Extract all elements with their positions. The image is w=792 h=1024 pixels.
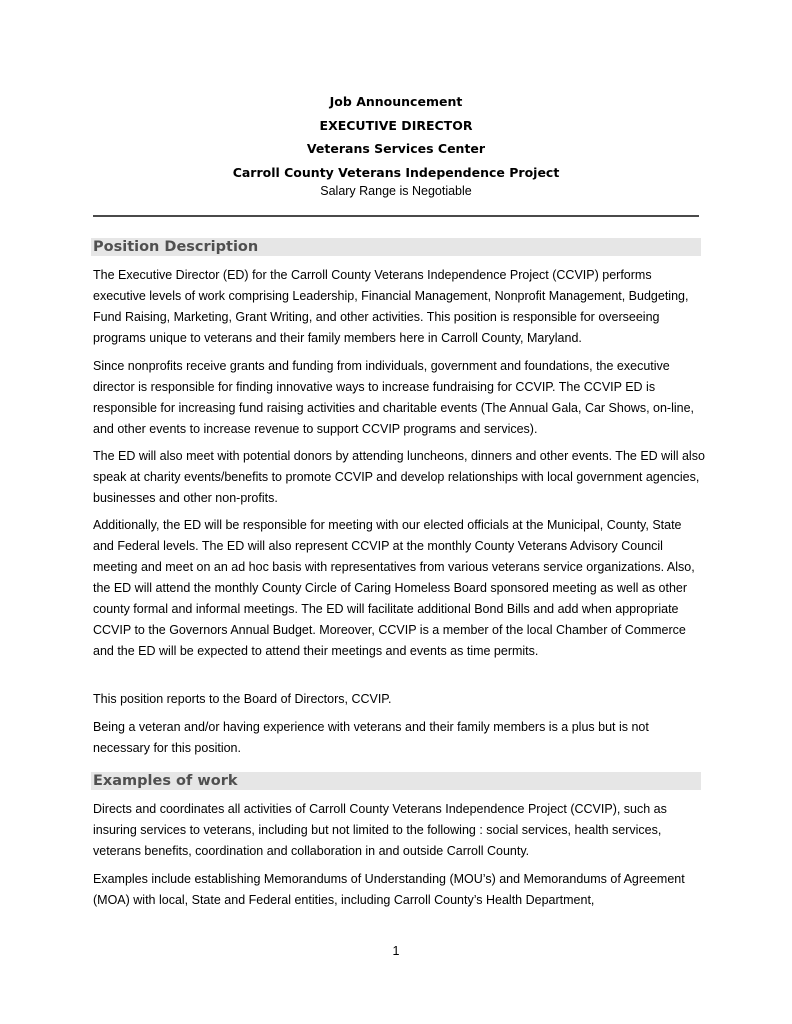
header-organization: Carroll County Veterans Independence Project — [232, 164, 560, 180]
section-heading-position-description: Position Description — [91, 238, 701, 256]
paragraph: Directs and coordinates all activities of Carroll County Veterans Independence Project (CCVIP), such as insuring services to veterans, including but not limited to the following : social services, health services, veterans benefits, coordination and collaboration in and outside Carroll County. — [93, 802, 667, 858]
page-number: 1 — [392, 944, 400, 958]
paragraph: The Executive Director (ED) for the Carroll County Veterans Independence Project (CCVIP) performs executive levels of work comprising Leadership, Financial Management, Nonprofit Management, Budgeting, Fund Raising, Marketing, Grant Writing, and other activities. This position is responsible for overseeing programs unique to veterans and their family members here in Carroll County, Maryland. — [93, 268, 689, 345]
document-header — [93, 90, 699, 198]
header-job-announcement: Job Announcement — [329, 94, 463, 109]
section-heading-examples-of-work: Examples of work — [91, 772, 701, 790]
paragraph: Since nonprofits receive grants and funding from individuals, government and foundations, the executive director is responsible for finding innovative ways to increase fundraising for CCVIP. The CCVIP ED is responsible for increasing fund raising activities and charitable events (The Annual Gala, Car Shows, on-line, and other events to increase revenue to support CCVIP programs and services). — [93, 359, 695, 436]
paragraph: This position reports to the Board of Directors, CCVIP. — [93, 692, 392, 706]
paragraph: The ED will also meet with potential donors by attending luncheons, dinners and other events. The ED will also speak at charity events/benefits to promote CCVIP and develop relationships with local government agencies, businesses and other non-profits. — [93, 449, 705, 505]
header-salary: Salary Range is Negotiable — [320, 184, 472, 198]
paragraph: Examples include establishing Memorandums of Understanding (MOU’s) and Memorandums of Agreement (MOA) with local, State and Federal entities, including Carroll County’s Health Department, — [93, 872, 685, 907]
paragraph: Being a veteran and/or having experience with veterans and their family members is a plus but is not necessary for this position. — [93, 720, 649, 755]
paragraph: Additionally, the ED will be responsible for meeting with our elected officials at the Municipal, County, State and Federal levels. The ED will also represent CCVIP at the monthly County Veterans Advisory Council meeting and meet on an ad hoc basis with representatives from various veterans service organizations. Also, the ED will attend the monthly County Circle of Caring Homeless Board sponsored meeting as well as other county formal and informal meetings. The ED will facilitate additional Bond Bills and add when appropriate CCVIP to the Governors Annual Budget. Moreover, CCVIP is a member of the local Chamber of Commerce and the ED will be expected to attend their meetings and events as time permits. — [93, 518, 695, 658]
header-center-name: Veterans Services Center — [306, 141, 486, 156]
header-position-title: EXECUTIVE DIRECTOR — [319, 117, 473, 133]
header-divider — [93, 215, 699, 217]
